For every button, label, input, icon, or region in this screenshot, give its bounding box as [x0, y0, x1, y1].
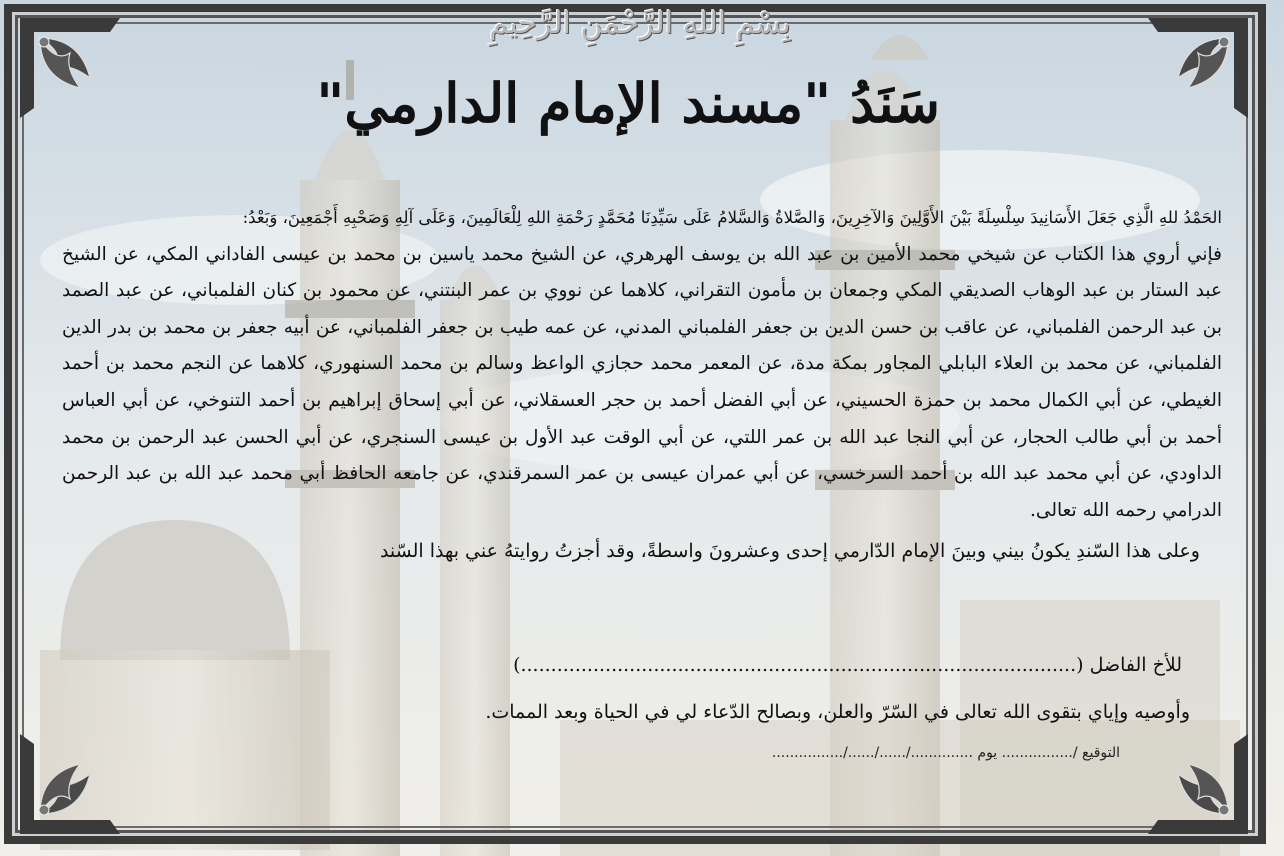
- recipient-label: للأخ الفاضل: [1089, 654, 1182, 676]
- corner-ornament-icon: [1138, 8, 1258, 128]
- page-title: سَنَدُ "مسند الإمام الدارمي": [316, 71, 940, 135]
- isnad-chain-text: فإني أروي هذا الكتاب عن شيخي محمد الأمين بن عبد الله بن يوسف الهرهري، عن الشيخ محمد ياسين بن محمد بن عيسى الفاداني المكي، عن الشيخ عبد الستار بن عبد الوهاب الصديقي المكي وجمعان بن مأمون التقراني، كلاهما عن نووي بن عمر البنتني، عن محمود بن كنان الفلمباني، عن عبد الصمد بن عبد الرحمن الفلمباني، عن عاقب بن حسن الدين بن جعفر الفلمباني المدني، عن عمه طيب بن جعفر الفلمباني، عن أبيه جعفر بن محمد بن بدر الدين الفلمباني، عن محمد بن العلاء البابلي المجاور بمكة مدة، عن المعمر محمد حجازي الواعظ وسالم بن محمد السنهوري، كلاهما عن النجم محمد بن أحمد الغيطي، عن أبي الكمال محمد بن حمزة الحسيني، عن أبي الفضل أحمد بن حجر العسقلاني، عن أبي إسحاق إبراهيم بن أحمد التنوخي، عن أبي العباس أحمد بن أبي طالب الحجار، عن أبي النجا عبد الله بن عمر اللتي، عن أبي الوقت عبد الأول بن عيسى السنجري، عن أبي الحسن عبد الرحمن بن محمد الداودي، عن أبي محمد عبد الله بن أحمد السرخسي، عن أبي عمران عيسى بن عمر السمرقندي، عن جامعه الحافظ أبي محمد عبد الله بن عبد الرحمن الدرامي رحمه الله تعالى.: [62, 243, 1222, 521]
- signature-line[interactable]: التوقيع /................ يوم ............../....../....../................: [771, 745, 1120, 761]
- closing-statement: وعلى هذا السّندِ يكونُ بيني وبينَ الإمام الدّارمي إحدى وعشرونَ واسطةً، وقد أجزتُ روايتهُ عني بهذا السّند: [379, 540, 1200, 563]
- basmala-header: بِسْمِ اللهِ الرَّحْمَنِ الرَّحِيمِ: [489, 6, 791, 41]
- recipient-line: [380, 648, 1182, 682]
- corner-ornament-icon: [1138, 724, 1258, 844]
- certificate-body: [62, 200, 1222, 573]
- advice-line: وأوصيه وإياي بتقوى الله تعالى في السّرّ والعلن، وبصالح الدّعاء لي في الحياة وبعد الممات.: [485, 701, 1190, 723]
- corner-ornament-icon: [10, 724, 130, 844]
- corner-ornament-icon: [10, 8, 130, 128]
- opening-praise: الحَمْدُ للهِ الَّذِي جَعَلَ الأَسَانِيدَ سِلْسِلَةً بَيْنَ الأَوَّلِينَ وَالآخِرِينَ، وَالصَّلاةُ وَالسَّلامُ عَلَى سَيِّدِنَا مُحَمَّدٍ رَحْمَةِ اللهِ لِلْعَالَمِينَ، وَعَلَى آلِهِ وَصَحْبِهِ أَجْمَعِينَ، وَبَعْدُ:: [242, 208, 1222, 227]
- recipient-name-field[interactable]: (............................................................................................): [513, 654, 1084, 676]
